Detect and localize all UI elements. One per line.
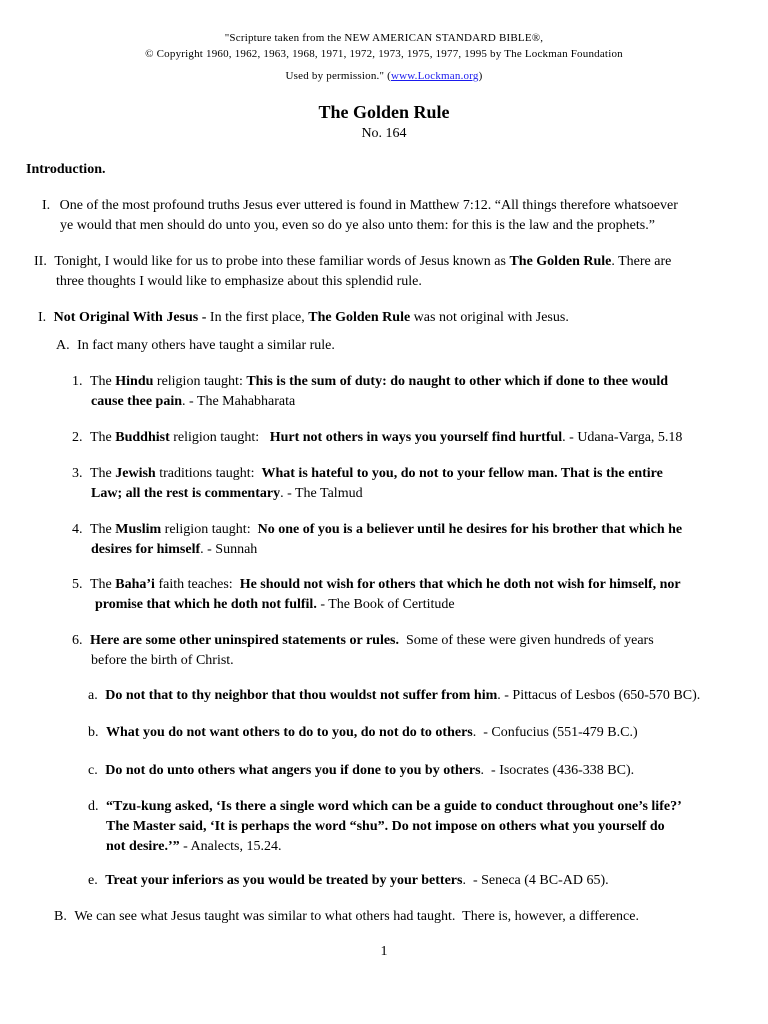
permission-line — [0, 68, 768, 84]
point-a-marker: A. — [56, 338, 70, 353]
intro-point-2 — [34, 252, 671, 292]
permission-suffix: ) — [478, 70, 483, 82]
sub-marker: c. — [88, 763, 98, 778]
item-number: 2. — [72, 430, 83, 445]
permission-prefix: Used by permission." ( — [285, 70, 391, 82]
item-number: 4. — [72, 522, 83, 537]
intro-point-1 — [42, 196, 678, 236]
intro-2-line-1: Tonight, I would like for us to probe into these familiar words of Jesus known as The Golden Rule. There are — [54, 254, 672, 269]
sub-item-e: e. Treat your inferiors as you would be treated by your betters. - Seneca (4 BC-AD 65). — [88, 873, 609, 888]
sub-item-d: d. “Tzu-kung asked, ‘Is there a single word which can be a guide to conduct throughout one’s life?’ The Master said, ‘It is perhaps the word “shu”. Do not impose on others what you yourself do not desire.’” - Analects, 15.24. — [88, 799, 682, 854]
list-item-bahai: 5. The Baha’i faith teaches: He should not wish for others that which he doth not wish for himself, nor promise that which he doth not fulfil. - The Book of Certitude — [72, 577, 681, 612]
point-b-text: We can see what Jesus taught was similar to what others had taught. There is, however, a difference. — [74, 909, 639, 924]
intro-2-line-2: three thoughts I would like to emphasize about this splendid rule. — [56, 274, 422, 289]
item-number: 3. — [72, 466, 83, 481]
item-number: 5. — [72, 577, 83, 592]
section-1-marker: I. — [38, 310, 47, 325]
intro-2-marker: II. — [34, 254, 47, 269]
copyright-line-2: © Copyright 1960, 1962, 1963, 1968, 1971, 1972, 1973, 1975, 1977, 1995 by The Lockman Foundation — [145, 48, 623, 60]
list-item-jewish: 3. The Jewish traditions taught: What is hateful to you, do not to your fellow man. That is the entire Law; all the rest is commentary. - The Talmud — [72, 466, 663, 501]
page-number: 1 — [380, 944, 388, 959]
intro-1-marker: I. — [42, 198, 51, 213]
list-item-hindu: 1. The Hindu religion taught: This is the sum of duty: do naught to other which if done to thee would cause thee pain. - The Mahabharata — [72, 374, 669, 409]
intro-1-line-2: ye would that men should do unto you, even so do ye also unto them: for this is the law and the prophets.” — [60, 218, 655, 233]
document-number: No. 164 — [361, 126, 407, 141]
point-a-text: In fact many others have taught a similar rule. — [77, 338, 335, 353]
sub-item-b: b. What you do not want others to do to you, do not do to others. - Confucius (551-479 B.C.) — [88, 725, 638, 740]
point-b — [54, 907, 639, 927]
sub-item-c: c. Do not do unto others what angers you if done to you by others. - Isocrates (436-338 BC). — [88, 763, 635, 778]
point-a — [56, 336, 335, 356]
intro-1-line-1: One of the most profound truths Jesus ever uttered is found in Matthew 7:12. “All things therefore whatsoever — [59, 198, 678, 213]
item-number: 1. — [72, 374, 83, 389]
document-title: The Golden Rule — [318, 102, 450, 122]
point-b-marker: B. — [54, 909, 67, 924]
sub-marker: a. — [88, 688, 98, 703]
item-number: 6. — [72, 633, 83, 648]
sub-marker: d. — [88, 799, 99, 814]
sub-item-a: a. Do not that to thy neighbor that thou wouldst not suffer from him. - Pittacus of Lesbos (650-570 BC). — [88, 688, 701, 703]
introduction-heading: Introduction. — [26, 162, 106, 177]
section-1-heading — [38, 308, 569, 328]
sub-marker: b. — [88, 725, 99, 740]
list-item-other-rules: 6. Here are some other uninspired statements or rules. Some of these were given hundreds of years before the birth of Christ. — [72, 633, 654, 668]
section-1-text: Not Original With Jesus - In the first place, The Golden Rule was not original with Jesus. — [53, 310, 569, 325]
sub-marker: e. — [88, 873, 98, 888]
list-item-muslim: 4. The Muslim religion taught: No one of you is a believer until he desires for his brother that which he desires for himself. - Sunnah — [72, 522, 683, 557]
copyright-notice — [0, 30, 768, 84]
list-item-buddhist: 2. The Buddhist religion taught: Hurt not others in ways you yourself find hurtful. - Udana-Varga, 5.18 — [72, 430, 683, 445]
lockman-link[interactable]: www.Lockman.org — [390, 70, 479, 82]
copyright-line-1: "Scripture taken from the NEW AMERICAN STANDARD BIBLE®, — [224, 32, 544, 44]
